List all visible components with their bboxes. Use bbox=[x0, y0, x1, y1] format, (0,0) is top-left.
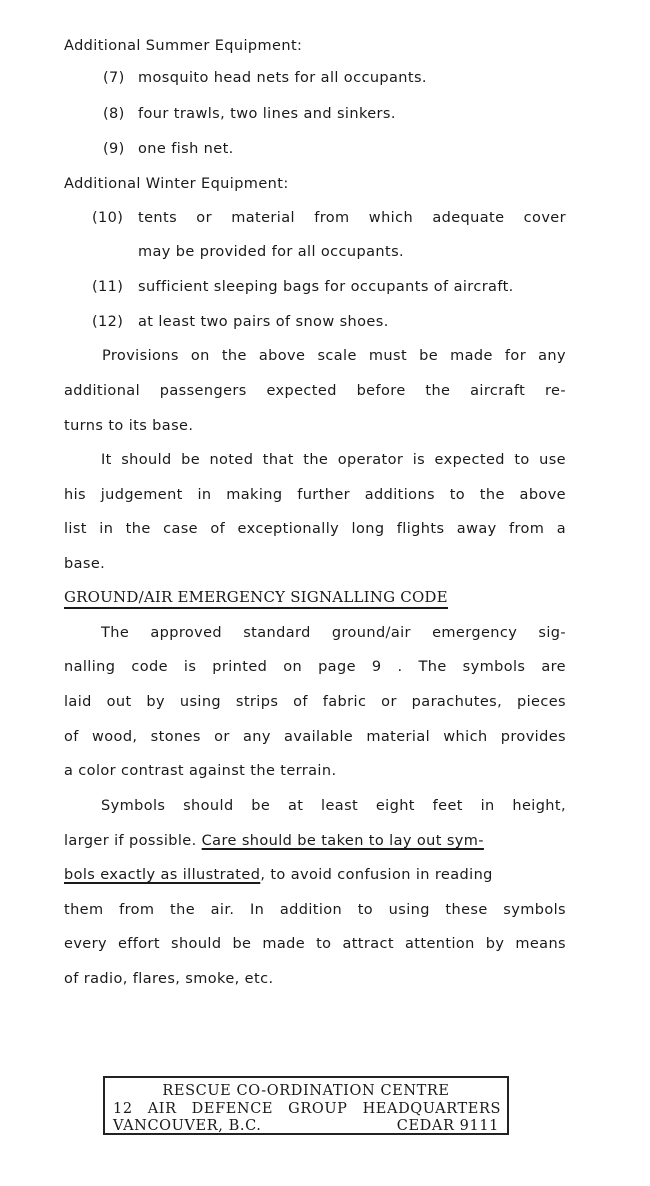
item-number: (10) bbox=[92, 210, 124, 226]
paragraph-line: of wood, stones or any available material which provides bbox=[64, 729, 566, 745]
plain-text: larger if possible. bbox=[64, 833, 202, 849]
footer-city: VANCOUVER, B.C. bbox=[113, 1118, 262, 1134]
paragraph-line: laid out by using strips of fabric or parachutes, pieces bbox=[64, 694, 566, 710]
footer-phone: CEDAR 9111 bbox=[396, 1118, 499, 1134]
item-text: tents or material from which adequate cover bbox=[138, 210, 566, 226]
paragraph-line: of radio, flares, smoke, etc. bbox=[64, 971, 274, 987]
paragraph-line: The approved standard ground/air emergency sig- bbox=[101, 625, 566, 641]
item-number: (12) bbox=[92, 314, 124, 330]
paragraph-line: It should be noted that the operator is expected to use bbox=[101, 452, 566, 468]
item-text: one fish net. bbox=[138, 141, 234, 157]
item-text: sufficient sleeping bags for occupants of aircraft. bbox=[138, 279, 514, 295]
item-number: (8) bbox=[103, 106, 125, 122]
rescue-centre-contact-box bbox=[103, 1076, 509, 1135]
item-number: (9) bbox=[103, 141, 125, 157]
footer-organization: RESCUE CO-ORDINATION CENTRE bbox=[162, 1083, 450, 1099]
winter-equipment-heading: Additional Winter Equipment: bbox=[64, 176, 289, 192]
paragraph-line: his judgement in making further additions to the above bbox=[64, 487, 566, 503]
paragraph-line: list in the case of exceptionally long flights away from a bbox=[64, 521, 566, 537]
paragraph-line: turns to its base. bbox=[64, 418, 194, 434]
footer-headquarters: 12 AIR DEFENCE GROUP HEADQUARTERS bbox=[113, 1101, 501, 1117]
item-text: four trawls, two lines and sinkers. bbox=[138, 106, 396, 122]
item-text: may be provided for all occupants. bbox=[138, 244, 405, 260]
item-number: (7) bbox=[103, 70, 125, 86]
paragraph-line: base. bbox=[64, 556, 106, 572]
paragraph-line: every effort should be made to attract attention by means bbox=[64, 936, 566, 952]
paragraph-line: additional passengers expected before the aircraft re- bbox=[64, 383, 566, 399]
item-text: mosquito head nets for all occupants. bbox=[138, 70, 427, 86]
underlined-emphasis: bols exactly as illustrated bbox=[64, 867, 261, 883]
underlined-emphasis: Care should be taken to lay out sym- bbox=[201, 833, 484, 849]
item-number: (11) bbox=[92, 279, 124, 295]
paragraph-line bbox=[64, 831, 484, 851]
item-text: at least two pairs of snow shoes. bbox=[138, 314, 389, 330]
plain-text: , to avoid confusion in reading bbox=[260, 867, 493, 883]
paragraph-line: Provisions on the above scale must be made for any bbox=[102, 348, 566, 364]
paragraph-line: nalling code is printed on page 9 . The symbols are bbox=[64, 659, 566, 675]
paragraph-line bbox=[64, 865, 493, 885]
summer-equipment-heading: Additional Summer Equipment: bbox=[64, 38, 303, 54]
paragraph-line: Symbols should be at least eight feet in height, bbox=[101, 798, 566, 814]
paragraph-line: them from the air. In addition to using these symbols bbox=[64, 902, 566, 918]
section-title: GROUND/AIR EMERGENCY SIGNALLING CODE bbox=[64, 587, 448, 609]
paragraph-line: a color contrast against the terrain. bbox=[64, 763, 337, 779]
